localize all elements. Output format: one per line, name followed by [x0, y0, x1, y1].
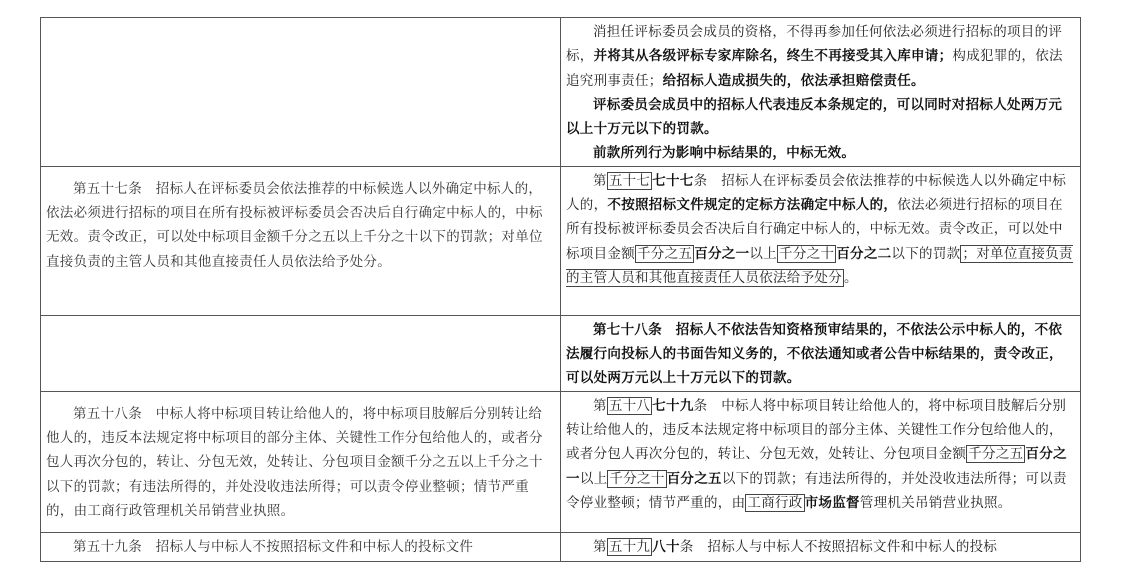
revised-text-cell: [561, 532, 1081, 561]
clause-text: 依法必须进行招标的项目在所有投标被评标委员会否决后自行确定中标人的，中标无效。责令改正，可以处中标项目金额: [566, 197, 1063, 262]
revised-text-cell: [561, 166, 1081, 315]
original-text-cell: [41, 18, 561, 167]
clause-text: 条 招标人与中标人不按照招标文件和中标人的投标: [679, 538, 998, 555]
clause-paragraph: [566, 318, 1075, 391]
clause-text: 以上: [749, 245, 778, 262]
table-row: [41, 18, 1081, 167]
comparison-table: [40, 17, 1081, 562]
deleted-text: 千分之五: [637, 245, 693, 262]
deleted-text: 五十八: [608, 397, 651, 414]
deleted-text: 五十七: [608, 172, 651, 189]
added-text: 前款所列行为影响中标结果的，中标无效。: [593, 145, 856, 162]
clause-text: 以下的罚款；有违法所得的，并处没收违法所得；可以责令停业整顿；情节严重的，由: [566, 470, 1067, 511]
added-text: 百分之五: [666, 470, 722, 487]
added-text: 七十七: [652, 172, 694, 189]
original-text-cell: [41, 391, 561, 532]
clause-paragraph: [566, 169, 1075, 290]
clause-text: 第五十九条 招标人与中标人不按照招标文件和中标人的投标文件: [73, 538, 474, 555]
added-text: 第七十八条 招标人不依法告知资格预审结果的，不依法公示中标人的，不依法履行向投标人的书面告知义务的，不依法通知或者公告中标结果的，责令改正，可以处两万元以上十万元以下的罚款。: [566, 321, 1063, 387]
deleted-text: 千分之五: [968, 446, 1024, 463]
added-text: 百分之一: [566, 446, 1067, 487]
clause-paragraph: [566, 394, 1075, 515]
deleted-text: ；对单位直接负责的主管人员和其他直接责任人员依法给予处分: [566, 245, 1073, 286]
clause-paragraph: [46, 169, 555, 274]
added-text: 百分之一: [694, 245, 750, 262]
deleted-text: 千分之十: [779, 245, 835, 262]
added-text: 八十: [652, 538, 680, 555]
added-text: 并将其从各级评标专家库除名，终生不再接受其入库申请；: [593, 48, 953, 65]
clause-text: 第: [593, 538, 607, 555]
clause-text: 第: [593, 172, 607, 189]
added-text: 七十九: [652, 397, 694, 414]
clause-text: 以上: [579, 470, 608, 487]
clause-text: 。: [844, 269, 858, 286]
deleted-text: 千分之十: [609, 470, 665, 487]
clause-paragraph: [46, 535, 555, 559]
clause-text: 第五十七条 招标人在评标委员会依法推荐的中标候选人以外确定中标人的，依法必须进行招标的项目在所有投标被评标委员会否决后自行确定中标人的，中标无效。责令改正，可以处中标项目金额千分之五以上千分之十以下的罚款；对单位直接负责的主管人员和其他直接责任人员依法给予处分。: [46, 180, 543, 270]
clause-paragraph: [566, 141, 1075, 165]
clause-text: 消担任评标委员会成员的资格，不得再参加任何依法必须进行招标的项目的评标，: [566, 24, 1063, 65]
clause-text: 第: [593, 397, 607, 414]
clause-text: 以下的罚款: [891, 245, 961, 262]
added-text: 不按照招标文件规定的定标方法确定中标人的，: [607, 197, 898, 214]
revised-text-cell: [561, 391, 1081, 532]
clause-text: 构成犯罪的，依法追究刑事责任；: [566, 48, 1063, 89]
table-row: [41, 391, 1081, 532]
clause-paragraph: [46, 394, 555, 523]
clause-paragraph: [566, 93, 1075, 142]
deleted-text: 工商行政: [747, 494, 803, 511]
table-row: [41, 166, 1081, 315]
clause-paragraph: [566, 20, 1075, 93]
original-text-cell: [41, 315, 561, 391]
table-row: [41, 315, 1081, 391]
original-text-cell: [41, 166, 561, 315]
deleted-text: 五十九: [608, 538, 651, 555]
clause-text: 第五十八条 中标人将中标项目转让给他人的，将中标项目肢解后分别转让给他人的，违反本法规定将中标项目的部分主体、关键性工作分包给他人的，或者分包人再次分包的，转让、分包无效，处转让、分包项目金额千分之五以上千分之十以下的罚款；有违法所得的，并处没收违法所得；可以责令停业整顿；情节严重的，由工商行政管理机关吊销营业执照。: [46, 405, 543, 519]
table-row: [41, 532, 1081, 561]
original-text-cell: [41, 532, 561, 561]
added-text: 评标委员会成员中的招标人代表违反本条规定的，可以同时对招标人处两万元以上十万元以下的罚款。: [566, 96, 1063, 138]
clause-text: 条 招标人在评标委员会依法推荐的中标候选人以外确定中标人的，: [566, 172, 1067, 214]
added-text: 市场监督: [804, 494, 860, 511]
revised-text-cell: [561, 315, 1081, 391]
added-text: 百分之二: [836, 245, 892, 262]
clause-paragraph: [566, 535, 1075, 559]
clause-text: 条 中标人将中标项目转让给他人的，将中标项目肢解后分别转让给他人的，违反本法规定将中标项目的部分主体、关键性工作分包给他人的，或者分包人再次分包的，转让、分包无效，处转让、分包项目金额: [566, 397, 1067, 463]
added-text: 给招标人造成损失的，依法承担赔偿责任。: [662, 72, 925, 89]
revised-text-cell: [561, 18, 1081, 167]
clause-text: 管理机关吊销营业执照。: [859, 494, 1012, 511]
